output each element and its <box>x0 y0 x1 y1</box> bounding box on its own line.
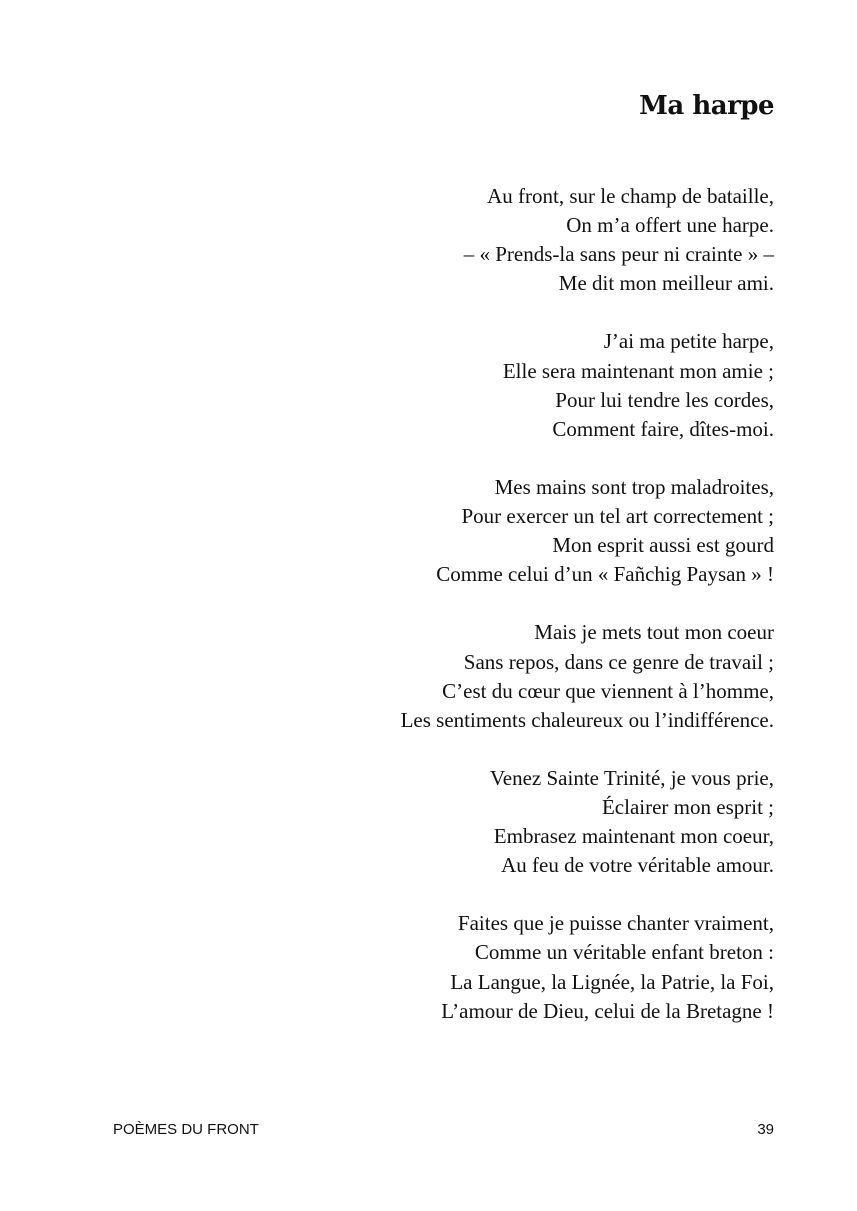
stanza <box>174 618 774 734</box>
stanza <box>174 764 774 880</box>
poem-line: Au feu de votre véritable amour. <box>501 853 774 878</box>
poem-line: Faites que je puisse chanter vraiment, <box>457 911 774 936</box>
stanza <box>174 473 774 589</box>
page-number: 39 <box>757 1121 774 1138</box>
poem-line: – « Prends-la sans peur ni crainte » – <box>463 242 774 267</box>
poem-line: L’amour de Dieu, celui de la Bretagne ! <box>441 998 774 1023</box>
poem-line: Comme un véritable enfant breton : <box>474 940 774 965</box>
stanza <box>174 182 774 298</box>
stanza <box>174 327 774 443</box>
poem-line: Pour exercer un tel art correctement ; <box>461 504 774 529</box>
poem-line: Pour lui tendre les cordes, <box>555 387 774 412</box>
poem-line: On m’a offert une harpe. <box>566 213 774 238</box>
poem-line: Elle sera maintenant mon amie ; <box>502 358 774 383</box>
poem-line: Les sentiments chaleureux ou l’indifférence. <box>400 707 774 732</box>
poem-line: J’ai ma petite harpe, <box>603 329 774 354</box>
poem-line: Embrasez maintenant mon coeur, <box>493 824 774 849</box>
running-title: POÈMES DU FRONT <box>113 1121 259 1138</box>
poem-line: Comment faire, dîtes-moi. <box>552 416 774 441</box>
poem-line: Venez Sainte Trinité, je vous prie, <box>489 765 774 790</box>
poem-line: Me dit mon meilleur ami. <box>558 271 774 296</box>
stanza <box>174 909 774 1025</box>
poem-line: Éclairer mon esprit ; <box>601 794 774 819</box>
poem-line: C’est du cœur que viennent à l’homme, <box>442 678 774 703</box>
poem-line: Mon esprit aussi est gourd <box>552 533 774 558</box>
poem-line: Au front, sur le champ de bataille, <box>487 184 774 208</box>
poem-body <box>174 182 774 1055</box>
page-footer <box>113 1119 774 1141</box>
poem-line: Sans repos, dans ce genre de travail ; <box>463 649 774 674</box>
poem-line: Mais je mets tout mon coeur <box>534 620 774 645</box>
poem-line: La Langue, la Lignée, la Patrie, la Foi, <box>450 969 774 994</box>
poem-title: Ma harpe <box>639 91 774 121</box>
poem-line: Comme celui d’un « Fañchig Paysan » ! <box>436 562 774 587</box>
poem-line: Mes mains sont trop maladroites, <box>494 474 774 499</box>
